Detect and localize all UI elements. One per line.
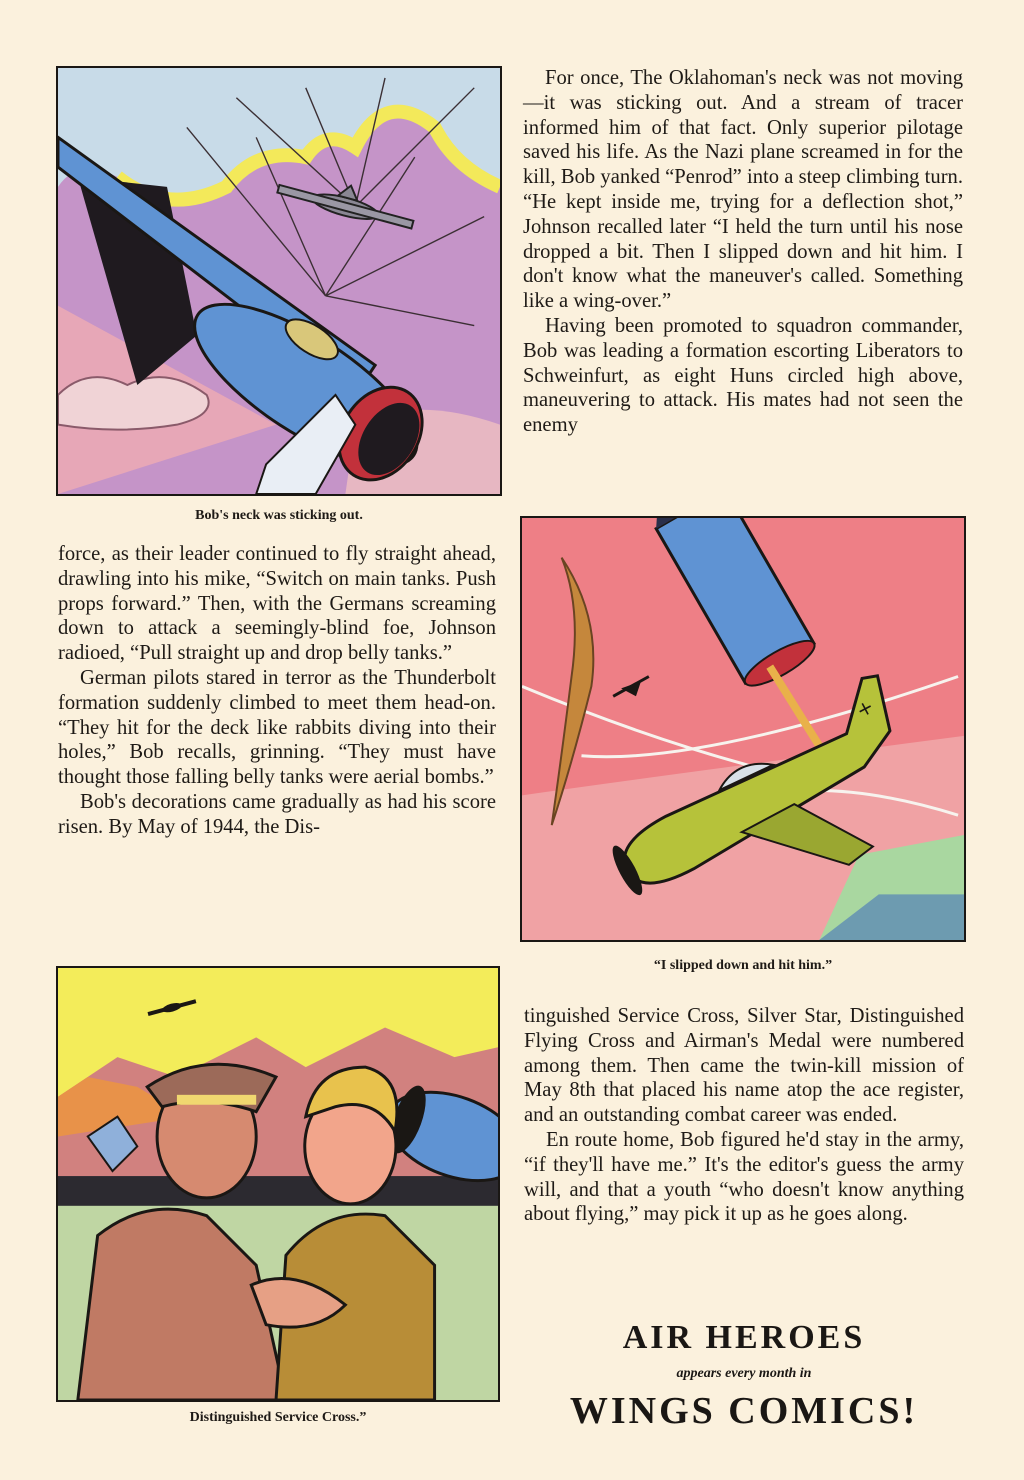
paragraph: tinguished Service Cross, Silver Star, Distinguished Flying Cross and Airman's Medal were numbered among them. Then came the twin-kill mission of May 8th that placed his name atop the ace register, and an outstanding combat career was ended.	[524, 1005, 964, 1127]
paragraph: En route home, Bob figured he'd stay in the army, “if they'll have me.” It's the editor's guess the army will, and that a youth “who doesn't know anything about flying,” may pick it up as he goes along.	[524, 1128, 964, 1226]
panel-1-art	[58, 68, 500, 494]
panel-2	[520, 516, 966, 942]
panel-3-art	[58, 968, 498, 1400]
ad-subtitle: appears every month in	[676, 1366, 812, 1381]
panel-3	[56, 966, 500, 1402]
ad-title: AIR HEROES	[622, 1319, 866, 1356]
article-text-top-right	[523, 66, 963, 438]
ad-magazine: WINGS COMICS!	[569, 1390, 919, 1432]
panel-2-art	[522, 518, 964, 940]
paragraph: For once, The Oklahoman's neck was not moving—it was sticking out. And a stream of tracer informed him of that fact. Only superior pilotage saved his life. As the Nazi plane screamed in for the kill, Bob yanked “Penrod” into a steep climbing turn. “He kept inside me, trying for a deflection shot,” Johnson recalled later “I held the turn until his nose dropped a bit. Then I slipped down and hit him. I don't know what the maneuver's called. Something like a wing-over.”	[523, 67, 963, 313]
paragraph: Bob's decorations came gradually as had his score risen. By May of 1944, the Dis-	[58, 790, 496, 838]
paragraph: Having been promoted to squadron commander, Bob was leading a formation escorting Liberators to Schweinfurt, as eight Huns circled high above, maneuvering to attack. His mates had not seen the enemy	[523, 314, 963, 437]
panel-1	[56, 66, 502, 496]
panel-2-caption: “I slipped down and hit him.”	[653, 958, 833, 973]
paragraph: German pilots stared in terror as the Thunderbolt formation suddenly climbed to meet them head-on. “They hit for the deck like rabbits diving into their holes,” Bob recalls, grinning. “They must have thought those falling belly tanks were aerial bombs.”	[58, 666, 496, 789]
panel-1-caption: Bob's neck was sticking out.	[195, 508, 363, 523]
article-text-bottom-right	[524, 1004, 964, 1227]
article-text-middle-left	[58, 542, 496, 840]
svg-text:+: +	[852, 694, 878, 723]
paragraph: force, as their leader continued to fly straight ahead, drawling into his mike, “Switch on main tanks. Push props forward.” Then, with the Germans screaming down to attack a seemingly-blind foe, Johnson radioed, “Pull straight up and drop belly tanks.”	[58, 543, 496, 665]
panel-3-caption: Distinguished Service Cross.”	[189, 1410, 367, 1425]
